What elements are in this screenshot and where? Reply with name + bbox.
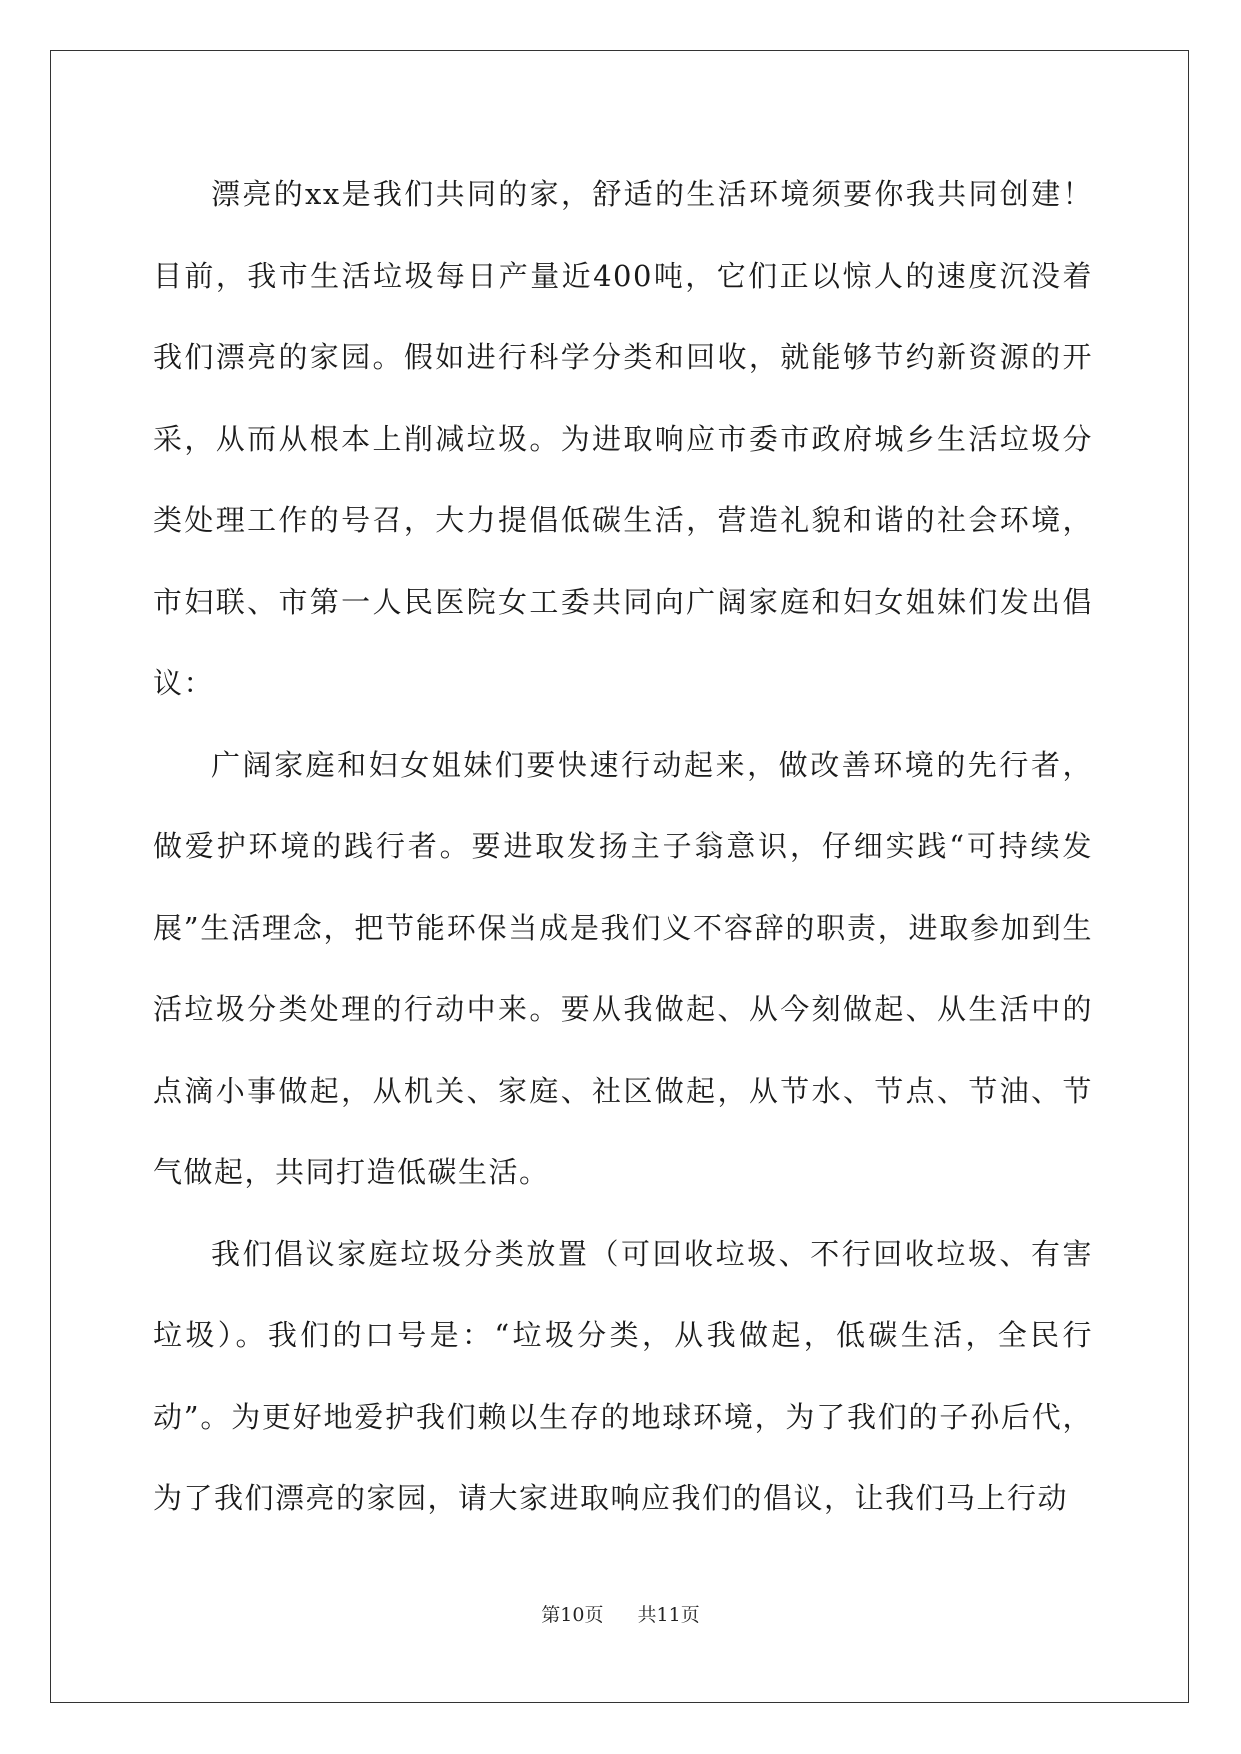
- page-footer: [0, 1600, 1241, 1627]
- total-page-count: 共11页: [637, 1604, 700, 1626]
- paragraph-2: 广阔家庭和妇女姐妹们要快速行动起来，做改善环境的先行者，做爱护环境的践行者。要进取发扬主子翁意识，仔细实践“可持续发展”生活理念，把节能环保当成是我们义不容辞的职责，进取参加到生活垃圾分类处理的行动中来。要从我做起、从今刻做起、从生活中的点滴小事做起，从机关、家庭、社区做起，从节水、节点、节油、节气做起，共同打造低碳生活。: [153, 747, 1093, 1189]
- current-page-number: 第10页: [541, 1604, 604, 1626]
- document-body: [153, 154, 1093, 1540]
- paragraph-3: 我们倡议家庭垃圾分类放置（可回收垃圾、不行回收垃圾、有害垃圾）。我们的口号是：“垃圾分类，从我做起，低碳生活，全民行动”。为更好地爱护我们赖以生存的地球环境，为了我们的子孙后代，为了我们漂亮的家园，请大家进取响应我们的倡议，让我们马上行动: [153, 1236, 1093, 1515]
- paragraph-1: 漂亮的xx是我们共同的家，舒适的生活环境须要你我共同创建！目前，我市生活垃圾每日产量近400吨，它们正以惊人的速度沉没着我们漂亮的家园。假如进行科学分类和回收，就能够节约新资源的开采，从而从根本上削减垃圾。为进取响应市委市政府城乡生活垃圾分类处理工作的号召，大力提倡低碳生活，营造礼貌和谐的社会环境，市妇联、市第一人民医院女工委共同向广阔家庭和妇女姐妹们发出倡议：: [153, 177, 1093, 700]
